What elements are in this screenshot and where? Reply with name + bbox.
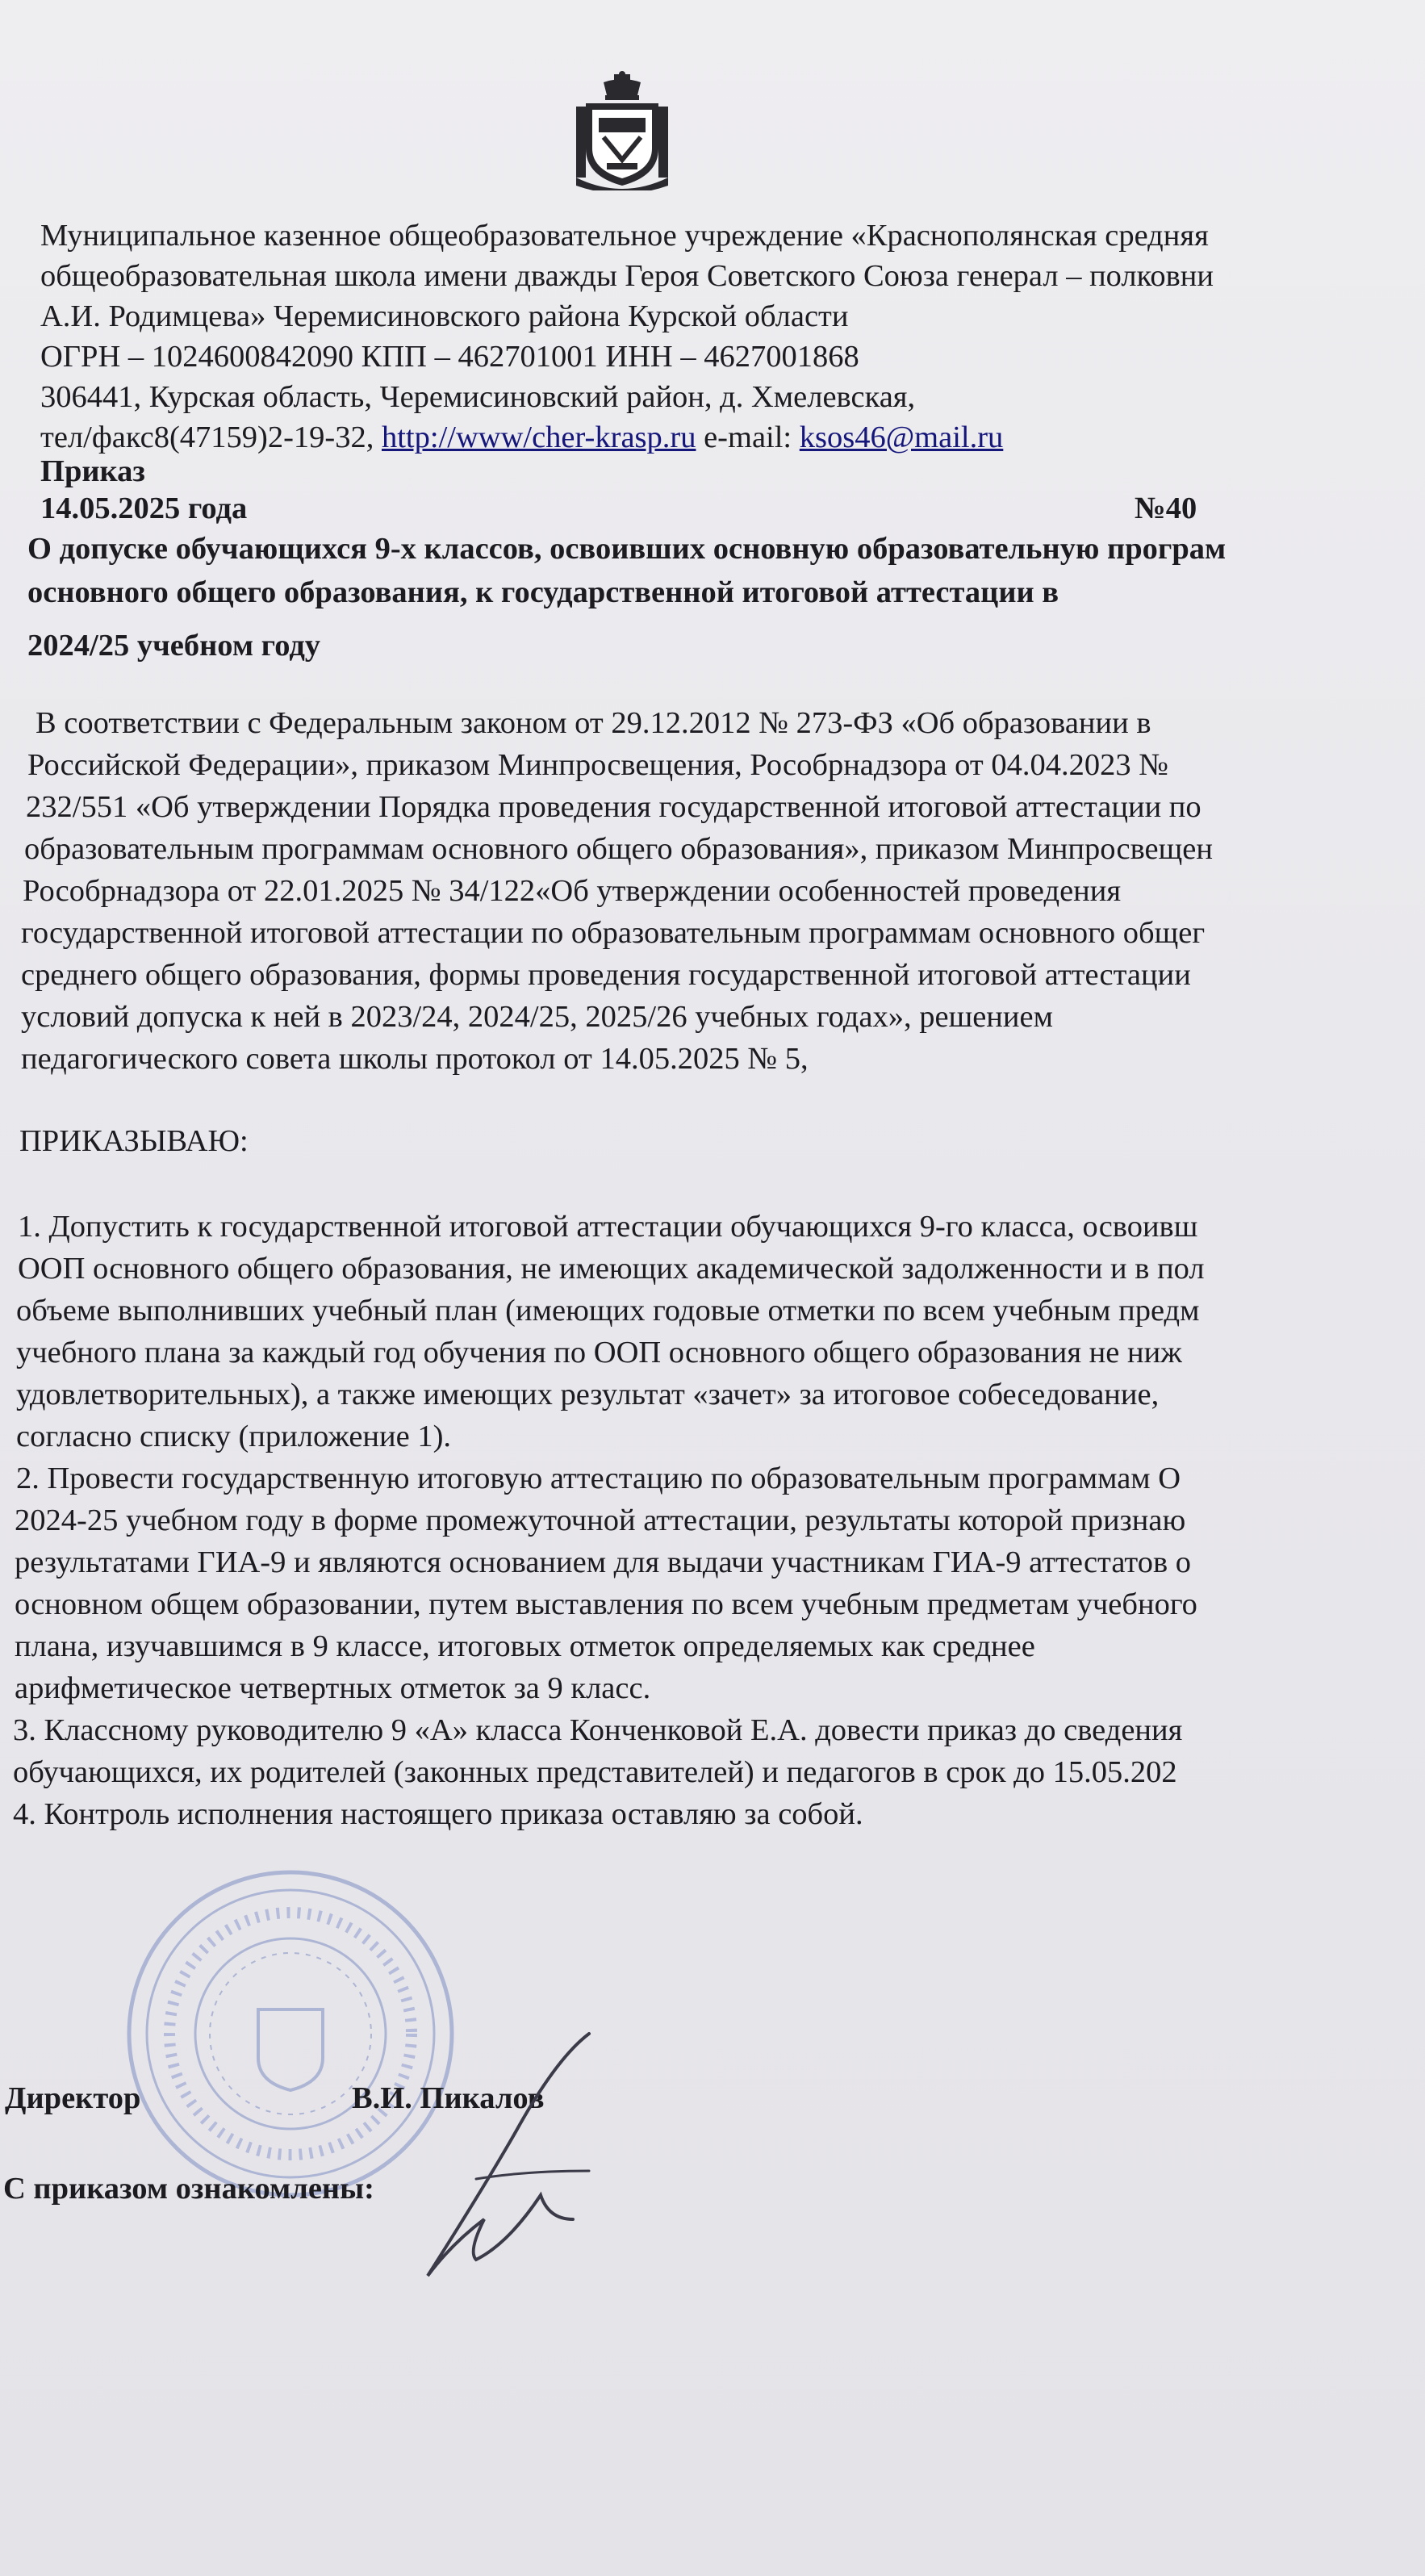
item-line: 2024-25 учебном году в форме промежуточной аттестации, результаты которой признаю — [15, 1503, 1186, 1537]
contact-line — [40, 418, 1003, 457]
item-line: ООП основного общего образования, не имеющих академической задолженности и в пол — [18, 1252, 1205, 1286]
item-line: объеме выполнивших учебный план (имеющих годовые отметки по всем учебным предм — [16, 1294, 1200, 1328]
director-signature — [355, 2018, 726, 2324]
website-link[interactable]: http://www/cher-krasp.ru — [381, 420, 696, 454]
preamble-line: условий допуска к ней в 2023/24, 2024/25, 2025/26 учебных годах», решением — [21, 1000, 1053, 1034]
item-line: основном общем образовании, путем выставления по всем учебным предметам учебного — [15, 1587, 1197, 1621]
registration-numbers: ОГРН – 1024600842090 КПП – 462701001 ИНН – 4627001868 — [40, 340, 859, 374]
order-number: №40 — [1135, 491, 1197, 525]
order-date: 14.05.2025 года — [40, 491, 248, 525]
item-line: учебного плана за каждый год обучения по ООП основного общего образования не ниж — [16, 1336, 1182, 1370]
preamble-line: среднего общего образования, формы проведения государственной итоговой аттестации — [21, 958, 1191, 992]
preamble-line: государственной итоговой аттестации по образовательным программам основного общег — [21, 916, 1206, 950]
preamble-line: Рособрнадзора от 22.01.2025 № 34/122«Об утверждении особенностей проведения — [23, 874, 1122, 908]
director-label: Директор — [5, 2081, 141, 2115]
order-label: Приказ — [40, 454, 145, 488]
item-line: результатами ГИА-9 и являются основанием для выдачи участникам ГИА-9 аттестатов о — [15, 1545, 1192, 1579]
school-address: 306441, Курская область, Черемисиновский район, д. Хмелевская, — [40, 380, 916, 414]
phone-text: тел/факс8(47159)2-19-32, — [40, 420, 382, 454]
school-name-line-2: общеобразовательная школа имени дважды Героя Советского Союза генерал – полковни — [40, 259, 1214, 293]
item-line: 1. Допустить к государственной итоговой аттестации обучающихся 9-го класса, освоивш — [18, 1210, 1198, 1244]
item-line: плана, изучавшимся в 9 классе, итоговых отметок определяемых как среднее — [15, 1629, 1035, 1663]
order-word: ПРИКАЗЫВАЮ: — [19, 1124, 249, 1158]
school-name-line-1: Муниципальное казенное общеобразовательное учреждение «Краснополянская средняя — [40, 219, 1209, 253]
preamble-line: В соответствии с Федеральным законом от 29.12.2012 № 273-ФЗ «Об образовании в — [36, 706, 1151, 740]
order-title-line-3: 2024/25 учебном году — [27, 629, 321, 663]
item-line: арифметическое четвертных отметок за 9 класс. — [15, 1671, 651, 1705]
preamble-line: педагогического совета школы протокол от 14.05.2025 № 5, — [21, 1042, 809, 1076]
kursk-coat-of-arms-icon — [575, 71, 670, 190]
item-line: согласно списку (приложение 1). — [16, 1420, 452, 1453]
item-line: 3. Классному руководителю 9 «А» класса Конченковой Е.А. довести приказ до сведения — [13, 1713, 1183, 1747]
order-title-line-2: основного общего образования, к государственной итоговой аттестации в — [27, 575, 1059, 609]
order-title-line-1: О допуске обучающихся 9-х классов, освоивших основную образовательную програм — [27, 532, 1227, 566]
preamble-line: 232/551 «Об утверждении Порядка проведения государственной итоговой аттестации по — [26, 790, 1201, 824]
preamble-line: образовательным программам основного общего образования», приказом Минпросвещен — [24, 832, 1213, 866]
email-link[interactable]: ksos46@mail.ru — [799, 420, 1004, 454]
email-label: e-mail: — [696, 420, 800, 454]
school-name-line-3: А.И. Родимцева» Черемисиновского района Курской области — [40, 299, 849, 333]
item-line: 2. Провести государственную итоговую аттестацию по образовательным программам О — [16, 1462, 1181, 1495]
director-name: В.И. Пикалов — [352, 2081, 545, 2115]
item-line: обучающихся, их родителей (законных представителей) и педагогов в срок до 15.05.202 — [13, 1755, 1177, 1789]
preamble-line: Российской Федерации», приказом Минпросвещения, Рособрнадзора от 04.04.2023 № — [27, 748, 1168, 782]
item-line: 4. Контроль исполнения настоящего приказа оставляю за собой. — [13, 1797, 863, 1831]
item-line: удовлетворительных), а также имеющих результат «зачет» за итоговое собеседование, — [16, 1378, 1160, 1411]
acknowledged-label: С приказом ознакомлены: — [3, 2172, 374, 2206]
